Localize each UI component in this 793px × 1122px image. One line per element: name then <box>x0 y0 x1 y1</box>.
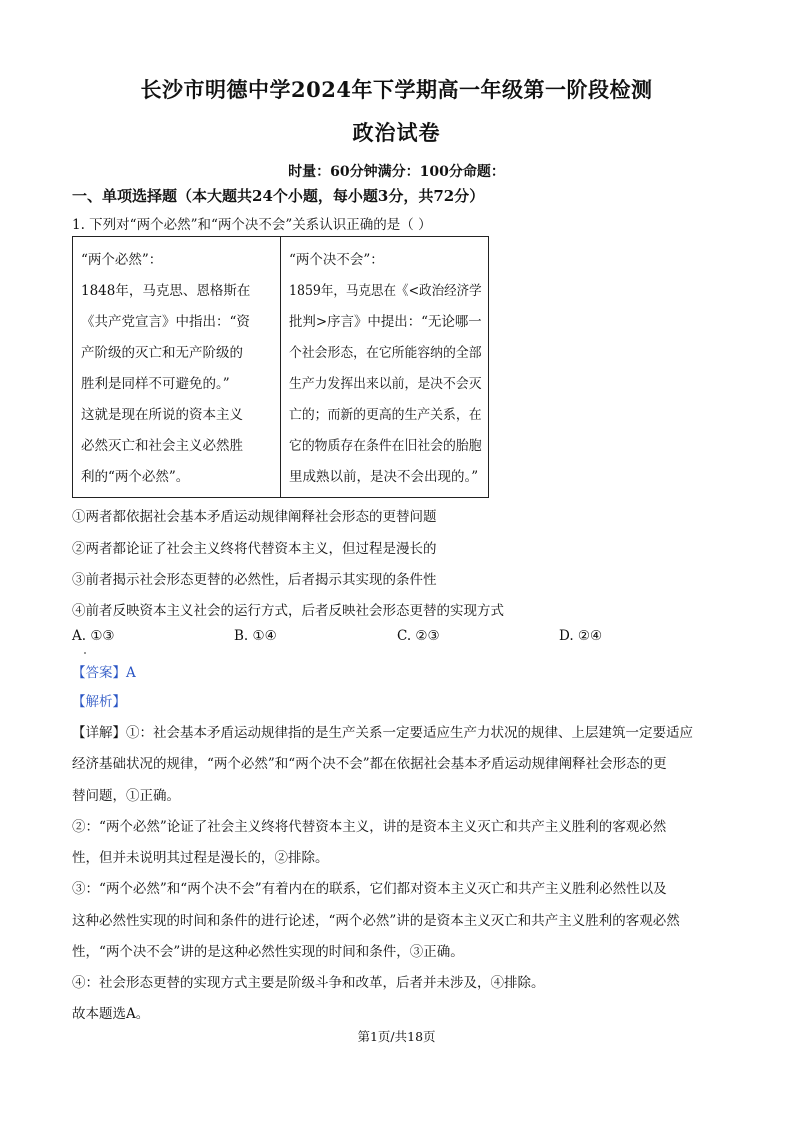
quote-line: 胜利是同样不可避免的。” <box>81 376 230 392</box>
exam-meta: 时量：60分钟满分：100分命题： <box>288 164 505 180</box>
option-c: C. ②③ <box>397 628 440 644</box>
detail-line: ④：社会形态更替的实现方式主要是阶级斗争和改革，后者并未涉及，④排除。 <box>72 975 545 991</box>
detail-line: 性，但并未说明其过程是漫长的，②排除。 <box>72 850 329 866</box>
detail-line: 【详解】①：社会基本矛盾运动规律指的是生产关系一定要适应生产力状况的规律、上层建筑一定要适应 <box>72 725 693 741</box>
answer-label: 【答案】A <box>72 665 136 681</box>
quote-line: 它的物质存在条件在旧社会的胎胞 <box>289 438 482 454</box>
scan-speck <box>84 652 86 654</box>
quote-line: 产阶级的灭亡和无产阶级的 <box>81 345 243 361</box>
option-a: A. ①③ <box>72 628 115 644</box>
quote-line: 利的“两个必然”。 <box>81 469 190 485</box>
quote-line: 生产力发挥出来以前，是决不会灭 <box>289 376 482 392</box>
quote-line: 这就是现在所说的资本主义 <box>81 407 243 423</box>
quote-line: 亡的；而新的更高的生产关系，在 <box>289 407 482 423</box>
detail-line: 替问题，①正确。 <box>72 788 180 804</box>
detail-line: 这种必然性实现的时间和条件的进行论述，“两个必然”讲的是资本主义灭亡和共产主义胜利的客观必然 <box>72 913 680 929</box>
statement-1: ①两者都依据社会基本矛盾运动规律阐释社会形态的更替问题 <box>72 509 437 525</box>
statement-3: ③前者揭示社会形态更替的必然性，后者揭示其实现的条件性 <box>72 572 437 588</box>
page-number: 第1页/共18页 <box>357 1029 436 1044</box>
quote-left-cell <box>73 237 281 498</box>
detail-line: ②：“两个必然”论证了社会主义终将代替资本主义，讲的是资本主义灭亡和共产主义胜利的客观必然 <box>72 819 667 835</box>
quote-line: 1848年，马克思、恩格斯在 <box>81 283 251 299</box>
statement-2: ②两者都论证了社会主义终将代替资本主义，但过程是漫长的 <box>72 541 437 557</box>
question-stem: 1. 下列对“两个必然”和“两个决不会”关系认识正确的是（ ） <box>72 217 432 233</box>
quote-line: 《共产党宣言》中指出：“资 <box>81 314 250 330</box>
document-title: 长沙市明德中学2024年下学期高一年级第一阶段检测 <box>140 77 653 102</box>
detail-line: ③：“两个必然”和“两个决不会”有着内在的联系，它们都对资本主义灭亡和共产主义胜利必然性以及 <box>72 881 667 897</box>
detail-line: 故本题选A。 <box>72 1006 150 1022</box>
quote-line: 1859年，马克思在《<政治经济学 <box>289 283 482 299</box>
option-d: D. ②④ <box>559 628 603 644</box>
quote-line: 里成熟以前，是决不会出现的。” <box>289 469 479 485</box>
detail-line: 经济基础状况的规律，“两个必然”和“两个决不会”都在依据社会基本矛盾运动规律阐释社会形态的更 <box>72 756 667 772</box>
statement-4: ④前者反映资本主义社会的运行方式，后者反映社会形态更替的实现方式 <box>72 603 504 619</box>
section-heading: 一、单项选择题（本大题共24个小题，每小题3分，共72分） <box>72 187 485 205</box>
option-b: B. ①④ <box>234 628 277 644</box>
analysis-label: 【解析】 <box>72 694 126 710</box>
quote-table <box>72 236 489 498</box>
document-subtitle: 政治试卷 <box>352 120 441 145</box>
quote-line: 个社会形态，在它所能容纳的全部 <box>289 345 482 361</box>
quote-line: 批判>序言》中提出：“无论哪一 <box>289 314 482 330</box>
quote-right-cell <box>281 237 489 498</box>
detail-line: 性，“两个决不会”讲的是这种必然性实现的时间和条件，③正确。 <box>72 944 464 960</box>
quote-line: “两个决不会”： <box>289 252 384 268</box>
quote-line: “两个必然”： <box>81 252 163 268</box>
quote-line: 必然灭亡和社会主义必然胜 <box>81 438 243 454</box>
